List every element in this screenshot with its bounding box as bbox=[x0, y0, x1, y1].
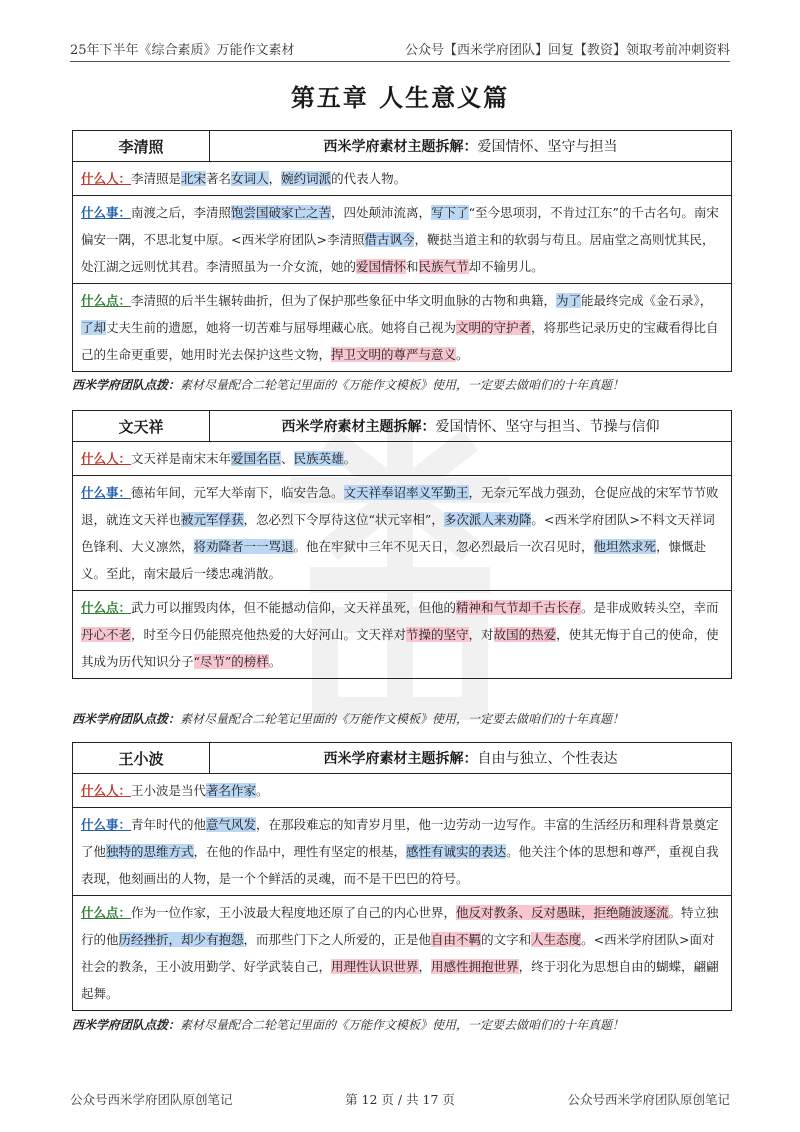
text-segment: ，在他的作品中，理性有坚定的根基， bbox=[193, 844, 407, 859]
highlight-text: 故国的热爱 bbox=[493, 627, 557, 642]
material-card-wang-xiaobo bbox=[72, 742, 732, 1011]
tip-prefix: 西米学府团队点拨： bbox=[72, 378, 181, 392]
highlight-text: 文天祥奉诏率义军勤王 bbox=[343, 485, 469, 500]
text-segment: 王小波是当代 bbox=[131, 783, 207, 798]
theme-text: 爱国情怀、坚守与担当、节操与信仰 bbox=[435, 419, 660, 435]
what-row bbox=[73, 808, 731, 896]
text-segment: ，对 bbox=[468, 627, 494, 642]
material-card-li-qingzhao bbox=[72, 130, 732, 372]
point-row bbox=[73, 896, 731, 1010]
highlight-text: 人生态度 bbox=[531, 932, 582, 947]
highlight-text: 写下了 bbox=[431, 205, 469, 220]
text-segment: 和 bbox=[406, 259, 419, 274]
highlight-text: 捍卫文明的尊严与意义 bbox=[331, 347, 457, 362]
point-text bbox=[81, 293, 719, 362]
what-row bbox=[73, 196, 731, 284]
tip-note bbox=[72, 710, 732, 727]
point-label: 什么点： bbox=[81, 293, 132, 308]
highlight-text: 文明的守护者 bbox=[456, 320, 532, 335]
tip-prefix: 西米学府团队点拨： bbox=[72, 712, 181, 726]
material-card-wen-tianxiang bbox=[72, 410, 732, 679]
point-row bbox=[73, 284, 731, 371]
what-label: 什么事： bbox=[81, 817, 132, 832]
text-segment: ，无奈元军战力强劲，仓促应战的宋军节节败退，就连文天祥也 bbox=[81, 485, 719, 527]
what-text bbox=[81, 205, 719, 274]
highlight-text: 感性有诚实的表达 bbox=[406, 844, 507, 859]
text-segment: ，四处颠沛流离， bbox=[331, 205, 432, 220]
text-segment: 。特立独行的他 bbox=[81, 905, 719, 947]
text-segment: 。 bbox=[456, 347, 469, 362]
highlight-text: 节操的坚守 bbox=[406, 627, 469, 642]
who-label: 什么人： bbox=[81, 783, 132, 798]
card-header bbox=[73, 743, 731, 774]
text-segment: “至今思项羽，不肯过江东”的千古名句。南宋偏安一隅，不思北复中原。<西米学府团队>李清照 bbox=[81, 205, 719, 247]
who-label: 什么人： bbox=[81, 171, 132, 186]
card-theme bbox=[210, 743, 731, 773]
footer-right: 公众号西米学府团队原创笔记 bbox=[567, 1092, 730, 1107]
highlight-text: 用感性拥抱世界 bbox=[431, 959, 519, 974]
point-label: 什么点： bbox=[81, 905, 132, 920]
tip-text: 素材尽量配合二轮笔记里面的《万能作文模板》使用，一定要去做咱们的十年真题！ bbox=[180, 378, 625, 392]
point-text bbox=[81, 600, 719, 669]
text-segment: 著名 bbox=[206, 171, 232, 186]
highlight-text: 被元军俘获 bbox=[181, 512, 244, 527]
who-text bbox=[131, 451, 356, 466]
text-segment: 、 bbox=[281, 451, 294, 466]
text-segment: 。 bbox=[268, 654, 282, 669]
highlight-text: 民族气节 bbox=[418, 259, 469, 274]
text-segment: 文天祥是南宋末年 bbox=[131, 451, 232, 466]
highlight-text: 了却 bbox=[81, 320, 107, 335]
highlight-text: 用理性认识世界 bbox=[331, 959, 419, 974]
highlight-text: 多次派人来劝降 bbox=[443, 512, 532, 527]
highlight-text: 历经挫折，却少有抱怨 bbox=[118, 932, 244, 947]
text-segment: ，慷慨赴义。至此，南宋最后一缕忠魂消散。 bbox=[81, 539, 707, 581]
who-row bbox=[73, 442, 731, 476]
text-segment: 青年时代的他 bbox=[131, 817, 207, 832]
text-segment: 德祐年间，元军大举南下，临安告急。 bbox=[131, 485, 344, 500]
what-label: 什么事： bbox=[81, 485, 132, 500]
person-name: 李清照 bbox=[73, 131, 210, 161]
card-theme bbox=[210, 131, 731, 161]
highlight-text: 为了 bbox=[556, 293, 582, 308]
text-segment: ，而那些门下之人所爱的，正是他 bbox=[243, 932, 432, 947]
text-segment: 南渡之后，李清照 bbox=[131, 205, 232, 220]
theme-text: 爱国情怀、坚守与担当 bbox=[477, 139, 618, 155]
theme-prefix: 西米学府素材主题拆解： bbox=[323, 139, 478, 155]
who-text bbox=[131, 171, 406, 186]
page-footer bbox=[70, 1090, 730, 1108]
text-segment: 李清照是 bbox=[131, 171, 182, 186]
theme-prefix: 西米学府素材主题拆解： bbox=[323, 751, 478, 767]
page-header bbox=[70, 36, 730, 62]
who-label: 什么人： bbox=[81, 451, 132, 466]
highlight-text: 精神和气节却千古长存 bbox=[456, 600, 582, 615]
point-text bbox=[81, 905, 719, 1001]
text-segment: ，将那些记录历史的宝藏看得比自己的生命更重要，她用时光去保护这些文物， bbox=[81, 320, 719, 362]
highlight-text: 著名作家 bbox=[206, 783, 257, 798]
text-segment: ， bbox=[268, 171, 282, 186]
text-segment: 。 bbox=[343, 451, 357, 466]
highlight-text: 自由不羁 bbox=[431, 932, 482, 947]
what-text bbox=[81, 817, 719, 886]
text-segment: 的代表人物。 bbox=[331, 171, 407, 186]
text-segment: 。他关注个体的思想和尊严，重视自我表现，他刻画出的人物，是一个个鲜活的灵魂，而不是干巴巴的符号。 bbox=[81, 844, 719, 886]
text-segment: ，使其无悔于自己的使命，使其成为历代知识分子 bbox=[81, 627, 719, 669]
highlight-text: 女词人 bbox=[231, 171, 269, 186]
text-segment: 武力可以摧毁肉体，但不能撼动信仰，文天祥虽死，但他的 bbox=[131, 600, 457, 615]
highlight-text: 他反对教条、反对愚昧，拒绝随波逐流 bbox=[456, 905, 669, 920]
theme-prefix: 西米学府素材主题拆解： bbox=[281, 419, 436, 435]
text-segment: ，时至今日仍能照亮他热爱的大好河山。文天祥对 bbox=[131, 627, 407, 642]
person-name: 文天祥 bbox=[73, 411, 210, 441]
highlight-text: 婉约词派 bbox=[281, 171, 332, 186]
highlight-text: 他坦然求死 bbox=[593, 539, 657, 554]
tip-note bbox=[72, 1016, 732, 1033]
text-segment: 丈夫生前的遗愿，她将一切苦难与屈辱埋藏心底。她将自己视为 bbox=[106, 320, 457, 335]
page-title: 第五章 人生意义篇 bbox=[290, 84, 510, 112]
text-segment: 。他在牢狱中三年不见天日，忽必烈最后一次召见时， bbox=[293, 539, 594, 554]
what-row bbox=[73, 476, 731, 591]
who-row bbox=[73, 774, 731, 808]
highlight-text: “尽节”的榜样 bbox=[193, 654, 269, 669]
text-segment: 能最终完成《金石录》， bbox=[581, 293, 713, 308]
person-name: 王小波 bbox=[73, 743, 210, 773]
text-segment: 作为一位作家，王小波最大程度地还原了自己的内心世界， bbox=[131, 905, 457, 920]
text-segment: ， bbox=[418, 959, 432, 974]
card-header bbox=[73, 411, 731, 442]
text-segment: 。是非成败转头空，幸而 bbox=[581, 600, 719, 615]
highlight-text: 借古讽今 bbox=[364, 232, 415, 247]
text-segment: ，在那段难忘的知青岁月里，他一边劳动一边写作。丰富的生活经历和理科背景奠定了他 bbox=[81, 817, 719, 859]
text-segment: ，终于羽化为思想自由的蝴蝶，翩翩起舞。 bbox=[81, 959, 719, 1001]
tip-text: 素材尽量配合二轮笔记里面的《万能作文模板》使用，一定要去做咱们的十年真题！ bbox=[180, 1018, 625, 1032]
highlight-text: 将劝降者一一骂退 bbox=[193, 539, 294, 554]
point-label: 什么点： bbox=[81, 600, 132, 615]
text-segment: 李清照的后半生辗转曲折，但为了保护那些象征中华文明血脉的古物和典籍， bbox=[131, 293, 557, 308]
highlight-text: 意气风发 bbox=[206, 817, 257, 832]
highlight-text: 爱国名臣 bbox=[231, 451, 282, 466]
who-row bbox=[73, 162, 731, 196]
card-theme bbox=[210, 411, 731, 441]
text-segment: ，忽必烈下令厚待这位“状元宰相”， bbox=[243, 512, 444, 527]
footer-left: 公众号西米学府团队原创笔记 bbox=[70, 1092, 233, 1107]
tip-note bbox=[72, 376, 732, 393]
highlight-text: 民族英雄 bbox=[293, 451, 344, 466]
highlight-text: 独特的思维方式 bbox=[106, 844, 194, 859]
header-right: 公众号【西米学府团队】回复【教资】领取考前冲刺资料 bbox=[404, 43, 730, 58]
point-row bbox=[73, 591, 731, 678]
highlight-text: 丹心不老 bbox=[81, 627, 132, 642]
header-left: 25年下半年《综合素质》万能作文素材 bbox=[70, 43, 295, 58]
who-text bbox=[131, 783, 269, 798]
highlight-text: 北宋 bbox=[181, 171, 207, 186]
text-segment: 。<西米学府团队>面对社会的教条，王小波用勤学、好学武装自己， bbox=[81, 932, 715, 974]
highlight-text: 饱尝国破家亡之苦 bbox=[231, 205, 332, 220]
page-number: 第 12 页 / 共 17 页 bbox=[345, 1092, 455, 1107]
tip-prefix: 西米学府团队点拨： bbox=[72, 1018, 181, 1032]
tip-text: 素材尽量配合二轮笔记里面的《万能作文模板》使用，一定要去做咱们的十年真题！ bbox=[180, 712, 625, 726]
card-header bbox=[73, 131, 731, 162]
text-segment: ，鞭挞当道主和的软弱与苟且。居庙堂之高则忧其民，处江湖之远则忧其君。李清照虽为一介女流，她的 bbox=[81, 232, 715, 274]
text-segment: 。<西米学府团队>不料文天祥词色锋利、大义凛然， bbox=[81, 512, 715, 554]
what-text bbox=[81, 485, 719, 581]
what-label: 什么事： bbox=[81, 205, 132, 220]
text-segment: 却不输男儿。 bbox=[468, 259, 544, 274]
theme-text: 自由与独立、个性表达 bbox=[477, 751, 618, 767]
highlight-text: 爱国情怀 bbox=[356, 259, 407, 274]
text-segment: 。 bbox=[256, 783, 269, 798]
text-segment: 的文字和 bbox=[481, 932, 532, 947]
